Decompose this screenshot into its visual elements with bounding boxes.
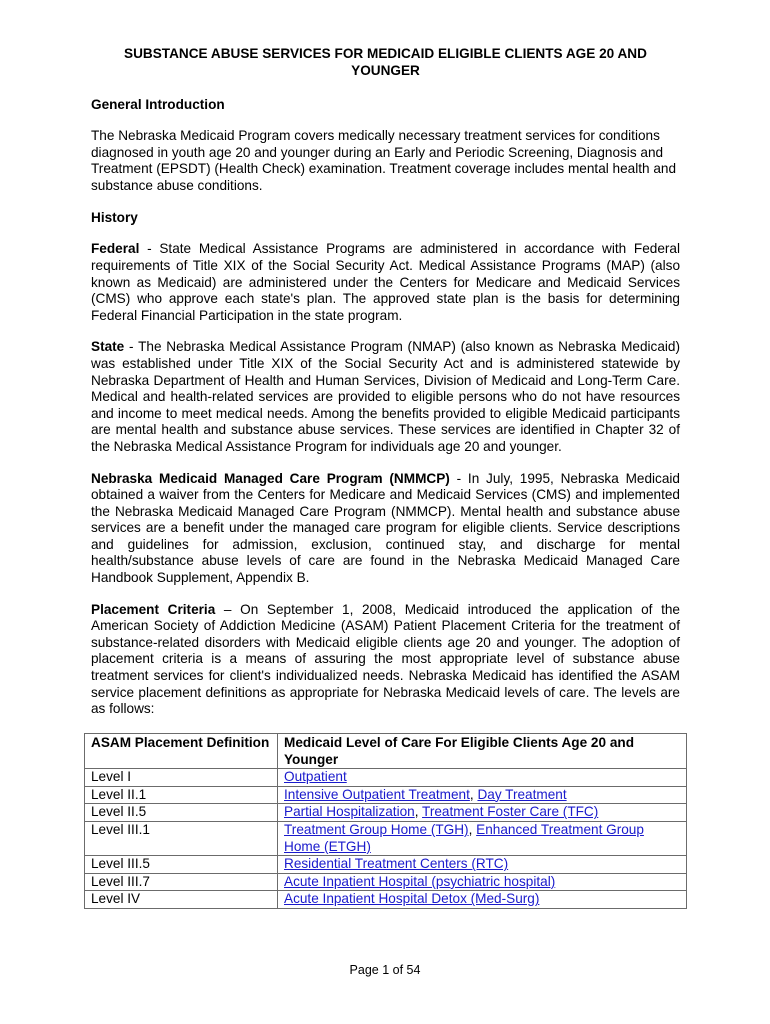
treatment-group-home-link[interactable]: Treatment Group Home (TGH) bbox=[284, 821, 469, 837]
table-row bbox=[85, 786, 687, 804]
document-page bbox=[91, 45, 680, 733]
level-cell: Level I bbox=[85, 769, 278, 787]
state-text: - The Nebraska Medical Assistance Program (NMAP) (also known as Nebraska Medicaid) was established under Title XIX of the Social Security Act and is administered statewide by Nebraska Department of Health and Human Services, Division of Medicaid and Long-Term Care. Medical and health-related services are provided to eligible persons who do not have resources and income to meet medical needs. Among the benefits provided to eligible Medicaid participants are mental health and substance abuse services. These services are identified in Chapter 32 of the Nebraska Medical Assistance Program for individuals age 20 and younger. bbox=[91, 339, 680, 454]
page-number: Page 1 of 54 bbox=[349, 963, 421, 977]
outpatient-link[interactable]: Outpatient bbox=[284, 769, 347, 785]
header-asam-placement: ASAM Placement Definition bbox=[85, 734, 278, 769]
placement-text: – On September 1, 2008, Medicaid introduced the application of the American Society of Addiction Medicine (ASAM) Patient Placement Criteria for the treatment of substance-related disorders with Medicaid eligible clients age 20 and younger. The adoption of placement criteria is a means of assuring the most appropriate level of substance abuse treatment services for client's individualized needs. Nebraska Medicaid has identified the ASAM service placement definitions as appropriate for Nebraska Medicaid levels of care. The levels are as follows: bbox=[91, 601, 680, 717]
acute-inpatient-psychiatric-link[interactable]: Acute Inpatient Hospital (psychiatric hospital) bbox=[284, 873, 556, 889]
level-cell: Level III.5 bbox=[85, 856, 278, 874]
table-row bbox=[85, 856, 687, 874]
residential-treatment-centers-link[interactable]: Residential Treatment Centers (RTC) bbox=[284, 856, 509, 872]
table-row bbox=[85, 891, 687, 909]
level-cell: Level II.1 bbox=[85, 786, 278, 804]
intensive-outpatient-link[interactable]: Intensive Outpatient Treatment bbox=[284, 786, 470, 802]
care-cell bbox=[278, 873, 687, 891]
federal-paragraph bbox=[91, 241, 680, 324]
level-cell: Level III.7 bbox=[85, 873, 278, 891]
level-cell: Level II.5 bbox=[85, 804, 278, 822]
document-title: SUBSTANCE ABUSE SERVICES FOR MEDICAID ELIGIBLE CLIENTS AGE 20 AND YOUNGER bbox=[124, 46, 647, 78]
care-cell bbox=[278, 891, 687, 909]
table-row bbox=[85, 804, 687, 822]
state-paragraph bbox=[91, 339, 680, 455]
table-row bbox=[85, 873, 687, 891]
level-cell: Level III.1 bbox=[85, 821, 278, 855]
header-medicaid-level: Medicaid Level of Care For Eligible Clients Age 20 and Younger bbox=[278, 734, 687, 769]
partial-hospitalization-link[interactable]: Partial Hospitalization bbox=[284, 804, 415, 820]
placement-lead: Placement Criteria bbox=[91, 601, 216, 617]
table-row bbox=[85, 821, 687, 855]
nmmcp-paragraph bbox=[91, 471, 680, 587]
asam-levels-table bbox=[84, 733, 687, 909]
day-treatment-link[interactable]: Day Treatment bbox=[477, 786, 567, 802]
enhanced-treatment-group-home-link[interactable]: Enhanced Treatment Group Home (ETGH) bbox=[284, 821, 644, 854]
care-cell: Partial Hospitalization, Treatment Foster Care (TFC) bbox=[278, 804, 687, 822]
level-cell: Level IV bbox=[85, 891, 278, 909]
federal-lead: Federal bbox=[91, 241, 140, 257]
nmmcp-text: - In July, 1995, Nebraska Medicaid obtained a waiver from the Centers for Medicare and Medicaid Services (CMS) and implemented the Nebraska Medicaid Managed Care Program (NMMCP). Mental health and substance abuse services are a benefit under the managed care program for eligible clients. Service descriptions and guidelines for admission, exclusion, continued stay, and discharge for mental health/substance abuse levels of care are found in the Nebraska Medicaid Managed Care Handbook Supplement, Appendix B. bbox=[91, 470, 680, 586]
nmmcp-lead: Nebraska Medicaid Managed Care Program (NMMCP) bbox=[91, 470, 450, 486]
care-cell: Intensive Outpatient Treatment, Day Treatment bbox=[278, 786, 687, 804]
treatment-foster-care-link[interactable]: Treatment Foster Care (TFC) bbox=[422, 804, 599, 820]
federal-text: - State Medical Assistance Programs are administered in accordance with Federal requirements of Title XIX of the Social Security Act. Medical Assistance Programs (MAP) (also known as Medicaid) are administered under the Centers for Medicare and Medicaid Services (CMS) who approve each state's plan. The approved state plan is the basis for determining Federal Financial Participation in the state program. bbox=[91, 241, 680, 323]
care-cell: Treatment Group Home (TGH), Enhanced Treatment Group Home (ETGH) bbox=[278, 821, 687, 855]
table-row bbox=[85, 769, 687, 787]
state-lead: State bbox=[91, 339, 125, 355]
general-introduction-heading: General Introduction bbox=[91, 97, 225, 112]
care-cell bbox=[278, 769, 687, 787]
table-header-row bbox=[85, 734, 687, 769]
acute-inpatient-detox-link[interactable]: Acute Inpatient Hospital Detox (Med-Surg) bbox=[284, 891, 540, 907]
care-cell bbox=[278, 856, 687, 874]
placement-criteria-paragraph bbox=[91, 602, 680, 718]
general-introduction-paragraph: The Nebraska Medicaid Program covers medically necessary treatment services for conditions diagnosed in youth age 20 and younger during an Early and Periodic Screening, Diagnosis and Treatment (EPSDT) (Health Check) examination. Treatment coverage includes mental health and substance abuse conditions. bbox=[91, 128, 677, 193]
history-heading: History bbox=[91, 210, 138, 226]
